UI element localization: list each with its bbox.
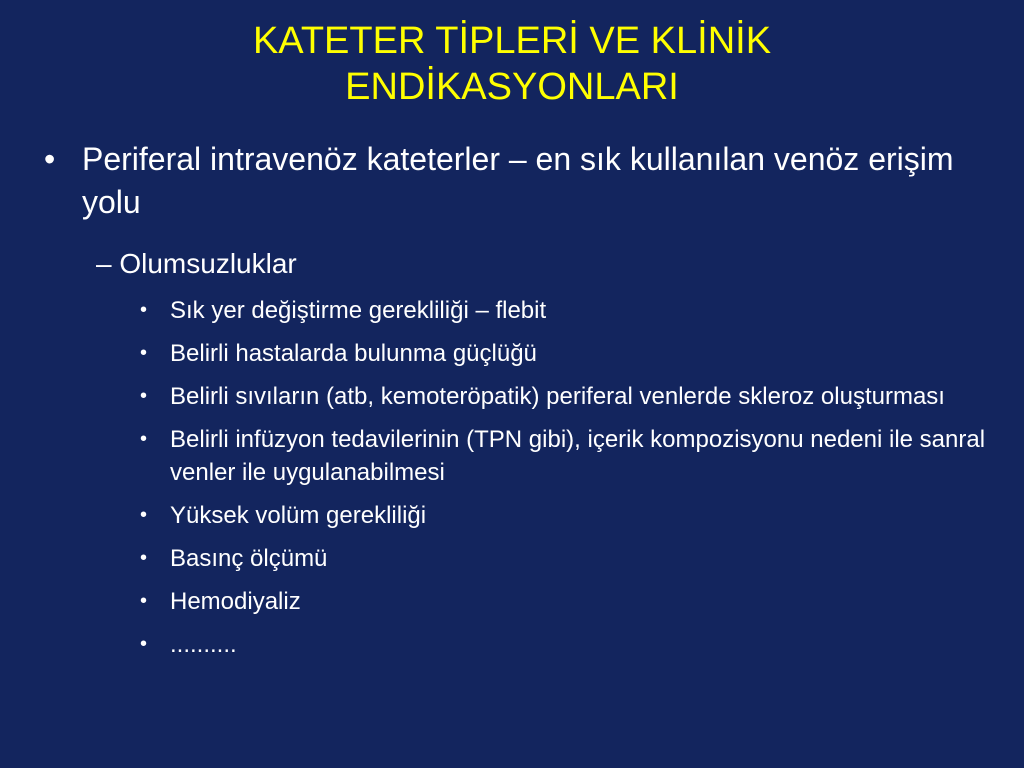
list-item-text: Yüksek volüm gerekliliği xyxy=(170,502,427,529)
bullet-marker: • xyxy=(140,385,148,407)
list-item-text: Belirli hastalarda bulunma güçlüğü xyxy=(170,340,537,367)
bullet-marker: • xyxy=(44,141,56,177)
list-item xyxy=(140,294,990,327)
slide-title xyxy=(60,18,964,110)
list-item xyxy=(140,499,990,532)
bullet-level-3-list xyxy=(140,294,990,671)
bullet-marker: • xyxy=(140,590,148,612)
bullet-marker: • xyxy=(140,547,148,569)
list-item-text: .......... xyxy=(170,631,237,658)
slide-title-line-1: KATETER TİPLERİ VE KLİNİK xyxy=(252,20,772,62)
list-item-text: Hemodiyaliz xyxy=(170,588,301,615)
list-item-text: Basınç ölçümü xyxy=(170,545,328,572)
list-item-text: Sık yer değiştirme gerekliliği – flebit xyxy=(170,297,547,324)
bullet-level-1 xyxy=(44,138,984,224)
bullet-text: Periferal intravenöz kateterler – en sık kullanılan venöz erişim yolu xyxy=(82,141,954,220)
bullet-marker: • xyxy=(140,428,148,450)
bullet-marker: • xyxy=(140,504,148,526)
list-item xyxy=(140,337,990,370)
list-item-text: Belirli sıvıların (atb, kemoteröpatik) periferal venlerde skleroz oluşturması xyxy=(170,383,945,410)
bullet-marker: • xyxy=(140,633,148,655)
list-item xyxy=(140,542,990,575)
list-item xyxy=(140,423,990,489)
slide-title-line-2: ENDİKASYONLARI xyxy=(345,66,679,108)
list-item xyxy=(140,380,990,413)
list-item-text: Belirli infüzyon tedavilerinin (TPN gibi), içerik kompozisyonu nedeni ile sanral venler ile uygulanabilmesi xyxy=(170,426,986,486)
bullet-marker: • xyxy=(140,299,148,321)
list-item xyxy=(140,585,990,618)
bullet-marker: • xyxy=(140,342,148,364)
bullet-level-2: – Olumsuzluklar xyxy=(96,248,297,279)
list-item xyxy=(140,628,990,661)
